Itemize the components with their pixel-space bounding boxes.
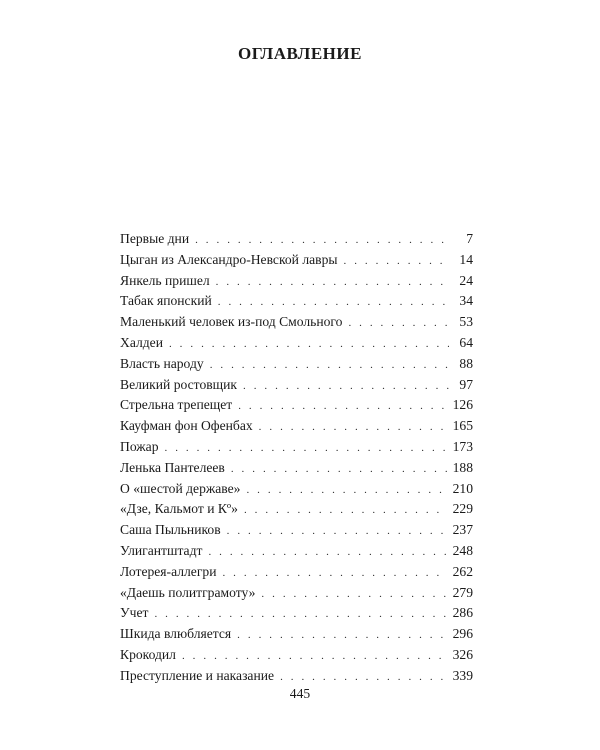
toc-entry-title: Табак японский (120, 293, 212, 309)
toc-entry-title: «Дзе, Кальмот и Кº» (120, 501, 238, 517)
toc-entry-page: 210 (452, 480, 473, 496)
toc-entry-page: 262 (452, 563, 473, 579)
toc-entry-page: 173 (452, 438, 473, 454)
toc-dot-leader (244, 500, 447, 521)
toc-dot-leader (348, 313, 449, 334)
toc-entry-title: Халдеи (120, 334, 163, 350)
toc-dot-leader (154, 604, 446, 625)
toc-entry-title: Стрельна трепещет (120, 397, 233, 413)
toc-entry-page: 64 (459, 334, 473, 350)
toc-entry-page: 53 (459, 314, 473, 330)
toc-dot-leader (227, 521, 447, 542)
toc-entry-title: Великий ростовщик (120, 376, 238, 392)
toc-entry-page: 24 (459, 272, 473, 288)
toc-entry-page: 188 (452, 459, 473, 475)
toc-entry (120, 229, 473, 250)
toc-entry-page: 165 (452, 418, 473, 434)
toc-dot-leader (231, 459, 447, 480)
toc-entry (120, 603, 473, 624)
toc-dot-leader (237, 625, 446, 646)
toc-entry-title: Крокодил (120, 646, 176, 662)
toc-dot-leader (182, 646, 447, 667)
toc-entry-title: Цыган из Александро-Невской лавры (120, 251, 338, 267)
page-number: 445 (289, 686, 311, 701)
toc-entry-title: Ленька Пантелеев (120, 459, 225, 475)
toc-entry (120, 437, 473, 458)
page-heading: ОГЛАВЛЕНИЕ (238, 44, 362, 63)
toc-entry-page: 286 (452, 605, 473, 621)
toc-entry (120, 416, 473, 437)
toc-dot-leader (165, 438, 447, 459)
toc-entry-page: 97 (459, 376, 473, 392)
toc-dot-leader (238, 396, 446, 417)
toc-entry (120, 479, 473, 500)
toc-entry-page: 126 (452, 397, 473, 413)
toc-entry-title: Преступление и наказание (120, 667, 275, 683)
toc-entry-page: 248 (452, 542, 473, 558)
toc-entry-page: 34 (459, 293, 473, 309)
toc-entry-page: 339 (452, 667, 473, 683)
toc-dot-leader (218, 292, 449, 313)
toc-dot-leader (344, 251, 450, 272)
toc-dot-leader (169, 334, 449, 355)
toc-dot-leader (222, 563, 446, 584)
toc-entry-page: 229 (452, 501, 473, 517)
toc-entry (120, 395, 473, 416)
toc-entry-title: Первые дни (120, 231, 190, 246)
toc-dot-leader (259, 417, 447, 438)
toc-entry-page: 237 (452, 522, 473, 538)
toc-entry (120, 562, 473, 583)
toc-entry-page: 7 (466, 231, 473, 246)
toc-entry-title: Кауфман фон Офенбах (120, 418, 253, 434)
toc-entry-title: Маленький человек из-под Смольного (120, 314, 343, 330)
toc-entry-page: 14 (459, 251, 473, 267)
toc-dot-leader (261, 584, 446, 605)
toc-entry-title: Лотерея-аллегри (120, 563, 217, 579)
toc-entry (120, 312, 473, 333)
toc-dot-leader (210, 355, 449, 376)
toc-dot-leader (195, 230, 449, 251)
toc-entry (120, 645, 473, 666)
toc-dot-leader (208, 542, 446, 563)
toc-entry-page: 88 (459, 355, 473, 371)
toc-entry-title: «Даешь политграмоту» (120, 584, 256, 600)
toc-entry (120, 624, 473, 645)
toc-dot-leader (243, 376, 449, 397)
toc-entry (120, 375, 473, 396)
toc-entry-title: Пожар (120, 438, 159, 454)
toc-entry-page: 326 (452, 646, 473, 662)
toc-entry-page: 279 (452, 584, 473, 600)
toc-dot-leader (280, 667, 447, 688)
toc-entry-title: Саша Пыльников (120, 522, 221, 538)
toc-entry (120, 291, 473, 312)
toc-entry (120, 333, 473, 354)
toc-entry-title: Шкида влюбляется (120, 626, 232, 642)
toc-entry (120, 271, 473, 292)
toc-entry (120, 250, 473, 271)
toc-entry (120, 666, 473, 687)
toc-dot-leader (246, 480, 446, 501)
toc-entry (120, 499, 473, 520)
toc-entry (120, 458, 473, 479)
toc-entry (120, 541, 473, 562)
toc-entry (120, 520, 473, 541)
toc-dot-leader (216, 272, 449, 293)
toc-entry-title: Власть народу (120, 355, 204, 371)
toc-entry-page: 296 (452, 626, 473, 642)
toc-entry-title: Учет (120, 605, 149, 621)
toc-entry-title: Улигантштадт (120, 542, 203, 558)
toc-entry (120, 354, 473, 375)
table-of-contents (120, 229, 473, 687)
toc-entry (120, 583, 473, 604)
toc-entry-title: Янкель пришел (120, 272, 210, 288)
toc-entry-title: О «шестой державе» (120, 480, 241, 496)
